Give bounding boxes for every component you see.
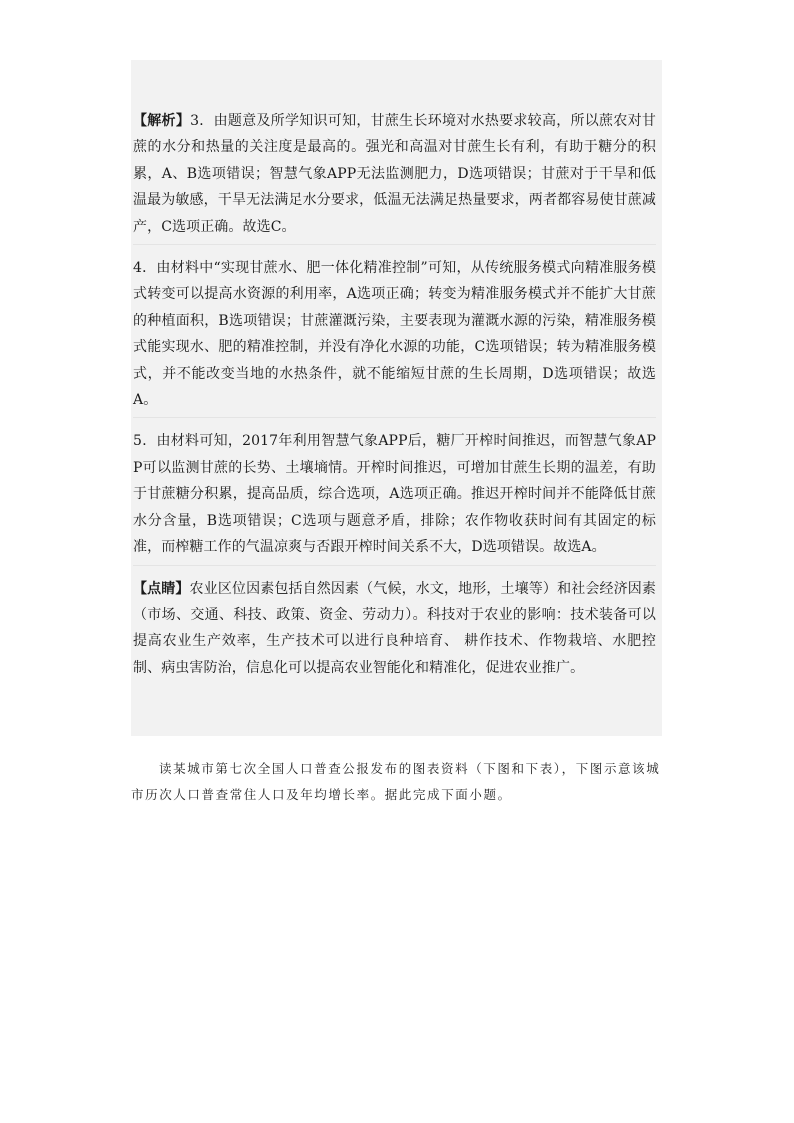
comment-text: 农业区位因素包括自然因素（气候，水文，地形，土壤等）和社会经济因素（市场、交通、科技、政策、资金、劳动力）。科技对于农业的影响：技术装备可以提高农业生产效率，生产技术可以进行良种培育、 耕作技术、作物栽培、水肥控制、病虫害防治，信息化可以提高农业智能化和精准化，促进农业推广。 (133, 580, 656, 676)
comment-tag: 【点睛】 (133, 580, 190, 597)
comment-paragraph (133, 576, 656, 686)
analysis-tag: 【解析】 (133, 113, 191, 129)
question-4-explanation: 4．由材料中“实现甘蔗水、肥一体化精准控制”可知，从传统服务模式向精准服务模式转变可以提高水资源的利用率，A选项正确；转变为精准服务模式并不能扩大甘蔗的种植面积，B选项错误；甘蔗灌溉污染，主要表现为灌溉水源的污染，精准服务模式能实现水、肥的精准控制，并没有净化水源的功能，C选项错误；转为精准服务模式，并不能改变当地的水热条件，就不能缩短甘蔗的生长周期，D选项错误；故选A。 (133, 255, 656, 418)
question-5-explanation: 5．由材料可知，2017年利用智慧气象APP后，糖厂开榨时间推迟，而智慧气象APP可以监测甘蔗的长势、土壤墒情。开榨时间推迟，可增加甘蔗生长期的温差，有助于甘蔗糖分积累，提高品质，综合选项，A选项正确。推迟开榨时间并不能降低甘蔗水分含量，B选项错误；C选项与题意矛盾，排除；农作物收获时间有其固定的标准，而榨糖工作的气温凉爽与否跟开榨时间关系不大，D选项错误。故选A。 (133, 428, 656, 565)
analysis-paragraph (133, 108, 656, 245)
analysis-text: 3．由题意及所学知识可知，甘蔗生长环境对水热要求较高，所以蔗农对甘蔗的水分和热量的关注度是最高的。强光和高温对甘蔗生长有利，有助于糖分的积累，A、B选项错误；智慧气象APP无法监测肥力，D选项错误；甘蔗对于干旱和低温最为敏感，干旱无法满足水分要求，低温无法满足热量要求，两者都容易使甘蔗减产，C选项正确。故选C。 (133, 113, 656, 235)
analysis-panel (131, 60, 662, 736)
next-question-intro: 读某城市第七次全国人口普查公报发布的图表资料（下图和下表），下图示意该城市历次人口普查常住人口及年均增长率。据此完成下面小题。 (131, 761, 661, 802)
